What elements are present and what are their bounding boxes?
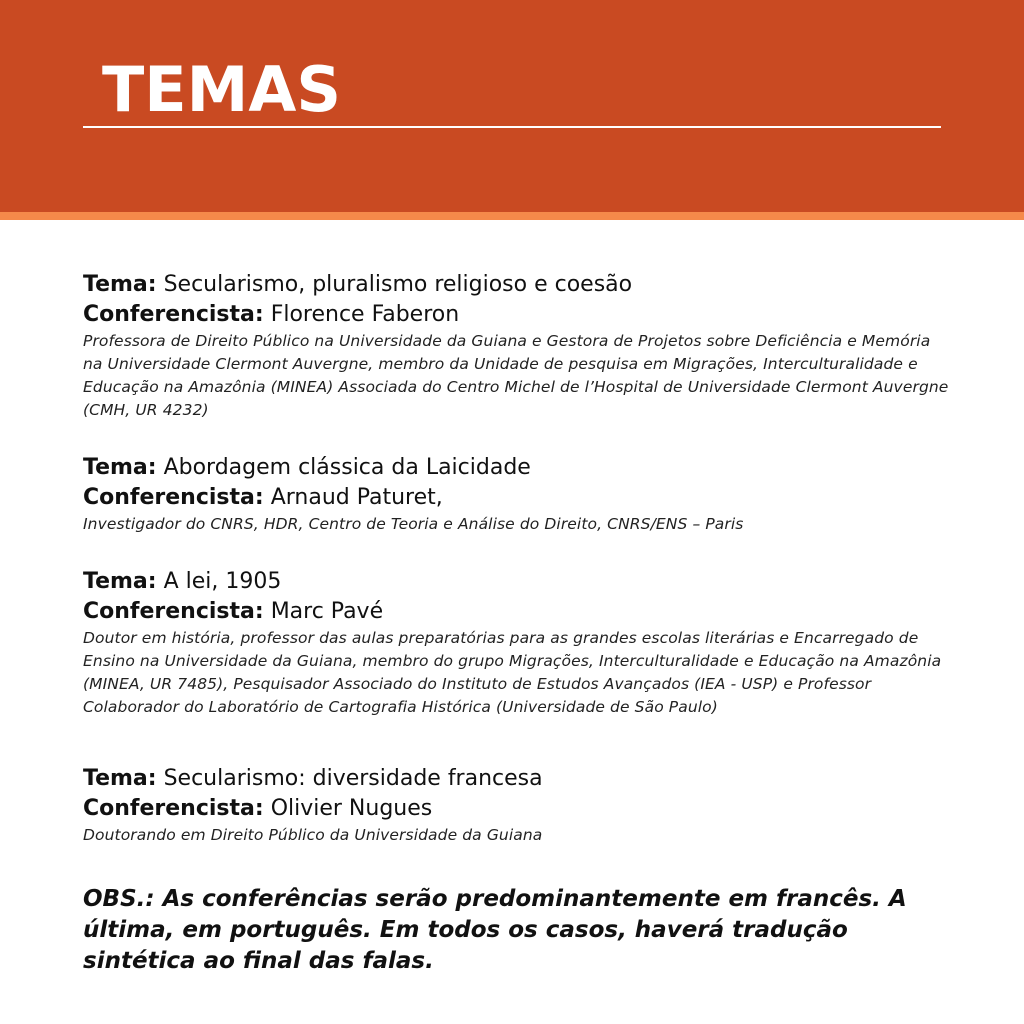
observation-note: OBS.: As conferências serão predominantemente em francês. A última, em português. Em todos os casos, haverá tradução sintética ao final das falas. bbox=[83, 886, 907, 974]
speaker-bio: Doutor em história, professor das aulas preparatórias para as grandes escolas literárias e Encarregado de Ensino na Universidade da Guiana, membro do grupo Migrações, Interculturalidade e Educação na Amazônia (MINEA, UR 7485), Pesquisador Associado do Instituto de Estudos Avançados (IEA - USP) e Professor Colaborador do Laboratório de Cartografia Histórica (Universidade de São Paulo) bbox=[83, 629, 942, 716]
speaker-name: Arnaud Paturet, bbox=[270, 485, 443, 510]
talk-item bbox=[83, 567, 953, 719]
topic-title: Secularismo: diversidade francesa bbox=[163, 766, 543, 791]
speaker-label: Conferencista: bbox=[83, 485, 264, 510]
speaker-line bbox=[83, 597, 953, 627]
topic-title: Secularismo, pluralismo religioso e coesão bbox=[163, 272, 633, 297]
speaker-line bbox=[83, 794, 543, 824]
speaker-bio: Investigador do CNRS, HDR, Centro de Teoria e Análise do Direito, CNRS/ENS – Paris bbox=[83, 515, 744, 533]
topic-title: A lei, 1905 bbox=[163, 569, 282, 594]
speaker-bio: Doutorando em Direito Público da Universidade da Guiana bbox=[83, 826, 543, 844]
topic-label: Tema: bbox=[83, 766, 157, 791]
header-accent-stripe bbox=[0, 212, 1024, 220]
topic-label: Tema: bbox=[83, 272, 157, 297]
speaker-line bbox=[83, 483, 743, 513]
page-title: TEMAS bbox=[102, 53, 341, 126]
topic-label: Tema: bbox=[83, 569, 157, 594]
title-underline bbox=[83, 126, 941, 128]
topic-label: Tema: bbox=[83, 455, 157, 480]
talk-item bbox=[83, 453, 743, 536]
talk-item bbox=[83, 270, 953, 422]
topic-line bbox=[83, 764, 543, 794]
speaker-name: Florence Faberon bbox=[270, 302, 460, 327]
speaker-name: Olivier Nugues bbox=[270, 796, 433, 821]
topic-line bbox=[83, 270, 953, 300]
topic-title: Abordagem clássica da Laicidade bbox=[163, 455, 531, 480]
talk-item bbox=[83, 764, 543, 847]
topic-line bbox=[83, 453, 743, 483]
speaker-bio: Professora de Direito Público na Universidade da Guiana e Gestora de Projetos sobre Deficiência e Memória na Universidade Clermont Auvergne, membro da Unidade de pesquisa em Migrações, Interculturalidade e Educação na Amazônia (MINEA) Associada do Centro Michel de l’Hospital de Universidade Clermont Auvergne (CMH, UR 4232) bbox=[83, 332, 949, 419]
speaker-label: Conferencista: bbox=[83, 302, 264, 327]
speaker-name: Marc Pavé bbox=[270, 599, 384, 624]
speaker-label: Conferencista: bbox=[83, 796, 264, 821]
speaker-line bbox=[83, 300, 953, 330]
speaker-label: Conferencista: bbox=[83, 599, 264, 624]
topic-line bbox=[83, 567, 953, 597]
